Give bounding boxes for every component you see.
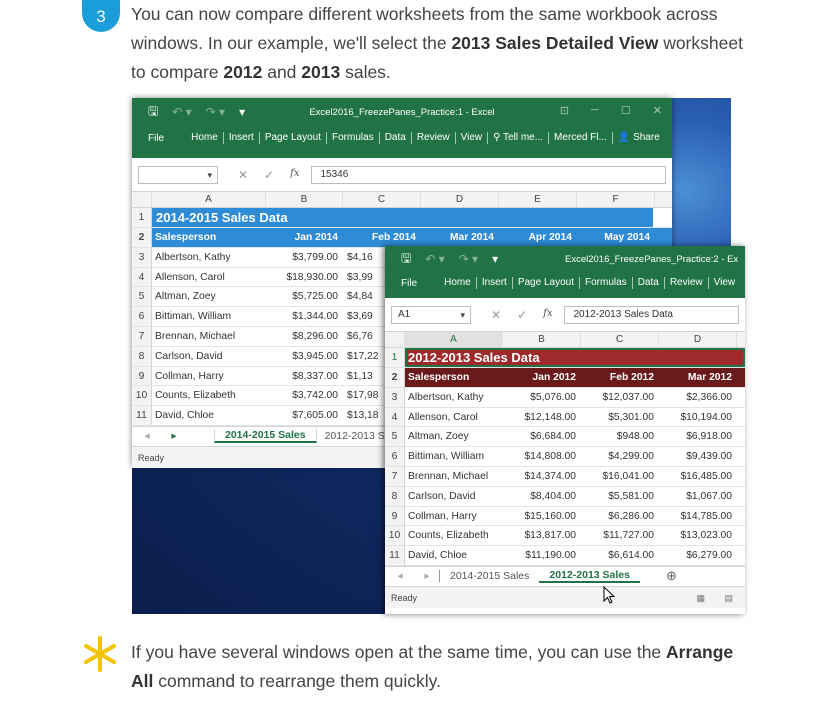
scroll-left-icon[interactable]: ◂ [397,570,403,583]
cell-value[interactable]: $6,684.00 [530,431,576,443]
cell-salesperson[interactable]: Altman, Zoey [155,291,216,303]
cell-value[interactable]: $4,16 [347,251,373,263]
cell-value[interactable]: $14,808.00 [524,451,576,463]
row-number[interactable]: 4 [385,408,405,427]
cell-salesperson[interactable]: Carlson, David [155,350,223,362]
sheet-tab-active[interactable]: 2014-2015 Sales [214,429,317,443]
row-number[interactable]: 9 [132,367,152,386]
cell-value[interactable]: $14,374.00 [524,470,576,482]
column-header[interactable]: C [343,192,421,207]
cell-value[interactable]: $12,148.00 [524,411,576,423]
header-row: 2 Salesperson Jan 2014 Feb 2014 Mar 2014 Apr 2014 May 2014 [132,228,672,248]
table-row [385,467,745,487]
normal-view-icon[interactable]: ▦ [696,592,705,603]
formula-bar [385,298,745,332]
table-row [385,546,745,566]
name-box[interactable] [138,166,218,184]
cell-value[interactable]: $6,76 [347,330,373,342]
excel-window-2 [385,246,745,614]
window-title: Excel2016_FreezePanes_Practice:1 - Excel [309,106,495,118]
step-instruction: You can now compare different worksheets from the same workbook across windows. In our example, we'll select the 2013 Sales Detailed View worksheet to compare 2012 and 2013 sales. [131,4,743,82]
cell-value[interactable]: $3,742.00 [292,390,338,402]
redo-icon[interactable]: ↷ ▾ [458,252,479,266]
cell-value[interactable]: $14,785.00 [680,510,732,522]
cell-value[interactable]: $16,041.00 [602,470,654,482]
column-header[interactable]: D [659,332,737,347]
cell-value[interactable]: $3,945.00 [292,350,338,362]
cell-value[interactable]: $8,337.00 [292,370,338,382]
row-number[interactable]: 6 [132,307,152,326]
row-number[interactable]: 4 [132,268,152,287]
page-layout-view-icon[interactable]: ▤ [724,592,733,603]
cell-value[interactable]: $11,727.00 [603,530,654,542]
scroll-right-icon[interactable]: ▸ [424,570,430,583]
row-number[interactable]: 8 [132,347,152,366]
header-cell[interactable]: Mar 2012 [687,372,732,383]
cell-salesperson[interactable]: David, Chloe [408,550,467,562]
sheet-tab-bar [385,566,745,586]
sheet-tab[interactable]: 2012-2013 S [324,430,385,443]
cell-value[interactable]: $5,581.00 [608,490,654,502]
cell-salesperson[interactable]: Bittiman, William [408,451,485,463]
formula-bar [132,158,672,192]
tab-page-layout[interactable]: Page Layout [513,277,580,289]
tab-review[interactable]: Review [665,277,709,289]
save-icon[interactable]: 🖫 [148,103,159,118]
column-header[interactable]: B [503,332,581,347]
customize-qat-icon[interactable]: ▾ [239,105,246,119]
cancel-icon[interactable]: ✕ [491,307,502,322]
enter-icon[interactable]: ✓ [517,307,528,322]
cell-value[interactable]: $17,98 [347,390,379,402]
cell-value[interactable]: $5,076.00 [530,391,576,403]
undo-icon[interactable]: ↶ ▾ [425,252,445,266]
share-button[interactable]: 👤 Share [617,132,660,143]
cell-value[interactable]: $8,296.00 [292,330,338,342]
row-number[interactable]: 5 [385,427,405,446]
close-icon[interactable]: ✕ [652,105,662,117]
ribbon [385,246,745,298]
row-number[interactable]: 9 [385,507,405,526]
cell-value[interactable]: $6,918.00 [686,431,732,443]
row-number[interactable]: 5 [132,287,152,306]
cell-value[interactable]: $11,190.00 [525,550,576,562]
minimize-icon[interactable]: ─ [591,104,599,116]
table-row [385,408,745,428]
row-number[interactable]: 6 [385,447,405,466]
row-number[interactable]: 10 [385,526,405,545]
select-all-corner[interactable] [385,332,405,347]
cell-value[interactable]: $7,605.00 [292,410,338,422]
tab-page-layout[interactable]: Page Layout [260,132,327,144]
tab-data[interactable]: Data [633,277,665,289]
cell-salesperson[interactable]: Altman, Zoey [408,431,469,443]
header-cell[interactable]: Mar 2014 [449,232,494,243]
column-header[interactable]: F [577,192,655,207]
ribbon-display-icon[interactable]: ⊡ [559,105,570,117]
cell-salesperson[interactable]: Bittiman, William [155,311,232,323]
maximize-icon[interactable]: ☐ [620,105,631,117]
new-sheet-icon[interactable]: ⊕ [665,568,677,584]
customize-qat-icon[interactable]: ▾ [492,252,499,266]
header-row: 2 Salesperson Jan 2012 Feb 2012 Mar 2012 [385,368,745,388]
window-title: Excel2016_FreezePanes_Practice:2 - Ex [565,253,739,265]
cell-salesperson[interactable]: Counts, Elizabeth [408,530,489,542]
table-row: 1 2012-2013 Sales Data [385,348,745,368]
insert-function-icon[interactable]: fx [290,167,300,179]
cell-value[interactable]: $1,13 [347,370,373,382]
table-row [385,526,745,546]
sheet-tab[interactable]: 2014-2015 Sales [439,570,539,582]
save-icon[interactable]: 🖫 [401,250,412,265]
tab-file[interactable]: File [401,277,418,289]
step-number-badge: 3 [82,0,120,32]
scroll-left-icon[interactable]: ◂ [144,430,150,443]
cell-salesperson[interactable]: Allenson, Carol [408,411,478,423]
cell-value[interactable]: $1,344.00 [292,311,338,323]
cell-value[interactable]: $5,725.00 [292,291,338,303]
header-cell[interactable]: Feb 2012 [609,372,654,383]
column-headers [385,332,745,348]
cell-value[interactable]: $4,84 [347,291,373,303]
column-header[interactable]: B [266,192,343,207]
cell-value[interactable]: $13,023.00 [680,530,732,542]
cell-salesperson[interactable]: David, Chloe [155,410,214,422]
tab-insert[interactable]: Insert [477,277,513,289]
scroll-right-icon[interactable]: ▸ [171,430,177,443]
row-number[interactable]: 3 [385,388,405,407]
cell-salesperson[interactable]: Collman, Harry [155,370,224,382]
header-cell[interactable]: May 2014 [604,232,650,243]
cell-value[interactable]: $18,930.00 [286,271,338,283]
header-cell[interactable]: Salesperson [408,372,470,383]
cell-value[interactable]: $3,99 [347,271,373,283]
column-header[interactable]: C [581,332,659,347]
redo-icon[interactable]: ↷ ▾ [205,105,226,119]
mouse-cursor-icon [603,586,617,606]
cell-value[interactable]: $17,22 [347,350,379,362]
cell-salesperson[interactable]: Carlson, David [408,490,476,502]
cancel-icon[interactable]: ✕ [238,167,249,182]
cell-value[interactable]: $13,817.00 [524,530,576,542]
formula-input[interactable]: 15346 [311,166,666,184]
row-number[interactable]: 3 [132,248,152,267]
cell-value[interactable]: $13,18 [347,410,379,422]
cell-value[interactable]: $6,286.00 [608,510,654,522]
sheet-banner[interactable]: 2014-2015 Sales Data [152,208,653,227]
ribbon-tabs [132,126,672,150]
table-row [385,507,745,527]
tab-view[interactable]: View [456,132,489,144]
insert-function-icon[interactable]: fx [543,307,553,319]
sheet-tab-active[interactable]: 2012-2013 Sales [539,569,640,583]
cell-value[interactable]: $3,69 [347,311,373,323]
row-number[interactable]: 7 [132,327,152,346]
cell-value[interactable]: $4,299.00 [608,451,654,463]
cell-value[interactable]: $948.00 [616,431,654,443]
table-row [385,487,745,507]
cell-value[interactable]: $2,366.00 [686,391,732,403]
undo-icon[interactable]: ↶ ▾ [172,105,192,119]
cell-value[interactable]: $1,067.00 [686,490,732,502]
cell-value[interactable]: $9,439.00 [686,451,732,463]
header-cell[interactable]: Jan 2012 [532,372,576,383]
cell-value[interactable]: $15,160.00 [524,510,576,522]
account-name[interactable]: Merced Fl... [549,132,613,144]
tab-data[interactable]: Data [380,132,412,144]
tab-home[interactable]: Home [186,132,224,144]
tab-home[interactable]: Home [439,277,477,289]
tip-asterisk-icon [82,636,118,672]
tab-file[interactable]: File [148,132,165,144]
header-cell[interactable]: Apr 2014 [528,232,572,243]
cell-value[interactable]: $8,404.00 [530,490,576,502]
ribbon [132,98,672,158]
tab-formulas[interactable]: Formulas [327,132,380,144]
cell-salesperson[interactable]: Counts, Elizabeth [155,390,236,402]
status-bar: Ready [132,446,672,468]
tab-formulas[interactable]: Formulas [580,277,633,289]
tab-insert[interactable]: Insert [224,132,260,144]
table-row [385,447,745,467]
select-all-corner[interactable] [132,192,152,207]
table-row: 1 2014-2015 Sales Data [132,208,672,228]
cell-salesperson[interactable]: Albertson, Kathy [408,391,484,403]
cell-salesperson[interactable]: Collman, Harry [408,510,477,522]
tell-me-box[interactable]: ⚲ Tell me... [488,132,549,144]
tab-view[interactable]: View [713,277,736,288]
table-row [385,427,745,447]
row-number[interactable]: 10 [132,386,152,405]
cell-value[interactable]: $5,301.00 [608,411,654,423]
enter-icon[interactable]: ✓ [264,167,275,182]
table-row [385,388,745,408]
formula-input[interactable]: 2012-2013 Sales Data [564,306,739,324]
column-header[interactable]: A [152,192,266,207]
column-header[interactable]: A [405,332,503,347]
row-number[interactable]: 11 [132,406,152,425]
cell-value[interactable]: $12,037.00 [602,391,654,403]
status-bar: Ready ▦ ▤ [385,586,745,608]
column-header[interactable]: E [499,192,577,207]
name-box[interactable]: A1 ▾ [391,306,471,324]
cell-value[interactable]: $10,194.00 [680,411,732,423]
cell-salesperson[interactable]: Brennan, Michael [408,470,489,482]
cell-value[interactable]: $6,279.00 [686,550,732,562]
row-number[interactable]: 11 [385,546,405,565]
column-header[interactable]: D [421,192,499,207]
cell-salesperson[interactable]: Albertson, Kathy [155,251,231,263]
row-number[interactable]: 8 [385,487,405,506]
header-cell[interactable]: Salesperson [155,232,217,243]
cell-value[interactable]: $16,485.00 [680,470,732,482]
cell-value[interactable]: $6,614.00 [608,550,654,562]
sheet-banner[interactable]: 2012-2013 Sales Data [405,348,745,367]
tip-text: If you have several windows open at the same time, you can use the Arrange All command to rearrange them quickly. [131,642,734,691]
column-headers [132,192,672,208]
header-cell[interactable]: Feb 2014 [371,232,416,243]
cell-salesperson[interactable]: Allenson, Carol [155,271,225,283]
cell-salesperson[interactable]: Brennan, Michael [155,330,236,342]
row-number[interactable]: 7 [385,467,405,486]
excel-screenshot [132,98,739,614]
header-cell[interactable]: Jan 2014 [294,232,338,243]
cell-value[interactable]: $3,799.00 [292,251,338,263]
tab-review[interactable]: Review [412,132,456,144]
